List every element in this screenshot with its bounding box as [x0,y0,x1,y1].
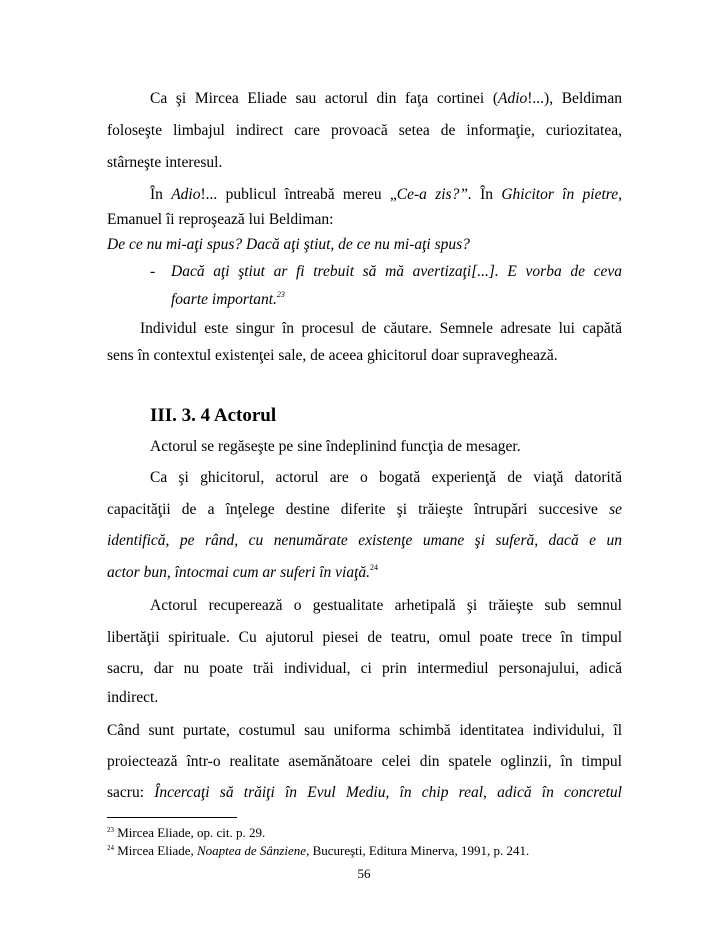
paragraph-6-line-1: Actorul recuperează o gestualitate arhetipală şi trăieşte sub semnul [150,597,622,614]
quote-line-2: Dacă aţi ştiut ar fi trebuit să mă avertizaţi[...]. E vorba de ceva [171,263,622,280]
page-number: 56 [357,866,371,881]
paragraph-7-line-2: proiectează într-o realitate asemănătoare celei din spatele oglinzii, în timpul [107,753,622,770]
quote-dash: - [150,263,156,280]
text-run: actor bun, întocmai cum ar suferi în viaţă. [107,564,371,581]
text-run: Ca şi Mircea Eliade sau actorul din faţa cortinei ( [150,90,498,107]
paragraph-2-line-2: Emanuel îi reproşează lui Beldiman: [107,211,334,228]
quote-line-3 [171,290,622,310]
text-run: În [471,186,502,203]
italic-title: Adio [171,186,201,203]
paragraph-1-line-1 [150,89,622,109]
footnote-number: 24 [107,844,114,852]
section-heading: III. 3. 4 Actorul [150,405,277,426]
paragraph-3-line-2: sens în contextul existenţei sale, de aceea ghicitorul doar supraveghează. [107,347,558,364]
text-run: sacru: [107,784,155,801]
paragraph-6-line-4: indirect. [107,689,159,706]
quote-line-1: De ce nu mi-aţi spus? Dacă aţi ştiut, de ce nu mi-aţi spus? [107,236,470,253]
text-run: !...), Beldiman [527,90,622,107]
paragraph-7-line-3 [107,783,622,803]
footnote-ref-24: 24 [370,563,379,572]
paragraph-5-line-3: identifică, pe rând, cu nenumărate existenţe umane şi suferă, dacă e un [107,532,622,549]
paragraph-5-line-1: Ca şi ghicitorul, actorul are o bogată experienţă de viaţă datorită [150,469,622,486]
footnote-number: 23 [107,826,114,834]
footnote-23 [107,825,265,841]
paragraph-5-line-4 [107,563,622,583]
text-run: foarte important. [171,291,277,308]
italic-quote: se [609,501,622,518]
text-run: În [150,186,172,203]
footnote-text: Mircea Eliade, op. cit. p. 29. [114,825,266,840]
paragraph-6-line-2: libertăţii spirituale. Cu ajutorul piesei de teatru, omul poate trece în timpul [107,629,622,646]
footnote-title: Noaptea de Sânziene [197,843,307,858]
text-run: !... publicul întreabă mereu „ [200,186,397,203]
paragraph-4-line-1: Actorul se regăseşte pe sine îndeplinind funcţia de mesager. [150,438,521,455]
paragraph-2-line-1 [150,185,622,205]
paragraph-6-line-3: sacru, dar nu poate trăi individual, ci prin intermediul personajului, adică [107,660,622,677]
footnote-24 [107,843,529,859]
italic-quote: Încercaţi să trăiţi în Evul Mediu, în chip real, adică în concretul [154,784,622,801]
text-run: , [618,186,622,203]
paragraph-7-line-1: Când sunt purtate, costumul sau uniforma schimbă identitatea individului, îl [107,722,622,739]
italic-title: Adio [497,90,528,107]
paragraph-3-line-1: Individul este singur în procesul de căutare. Semnele adresate lui capătă [140,320,622,337]
footnote-text: Mircea Eliade, [114,843,198,858]
italic-quote: Ce-a zis?”. [396,186,472,203]
italic-title: Ghicitor în pietre [501,186,619,203]
paragraph-5-line-2 [107,500,622,520]
paragraph-1-line-3: stârneşte interesul. [107,154,223,171]
paragraph-1-line-2: foloseşte limbajul indirect care provoacă setea de informaţie, curiozitatea, [107,122,622,139]
footnote-separator [107,817,237,818]
footnote-text: , Bucureşti, Editura Minerva, 1991, p. 241. [306,843,530,858]
footnote-ref-23: 23 [276,290,285,299]
text-run: capacităţii de a înţelege destine diferite şi trăieşte întrupări succesive [107,501,610,518]
